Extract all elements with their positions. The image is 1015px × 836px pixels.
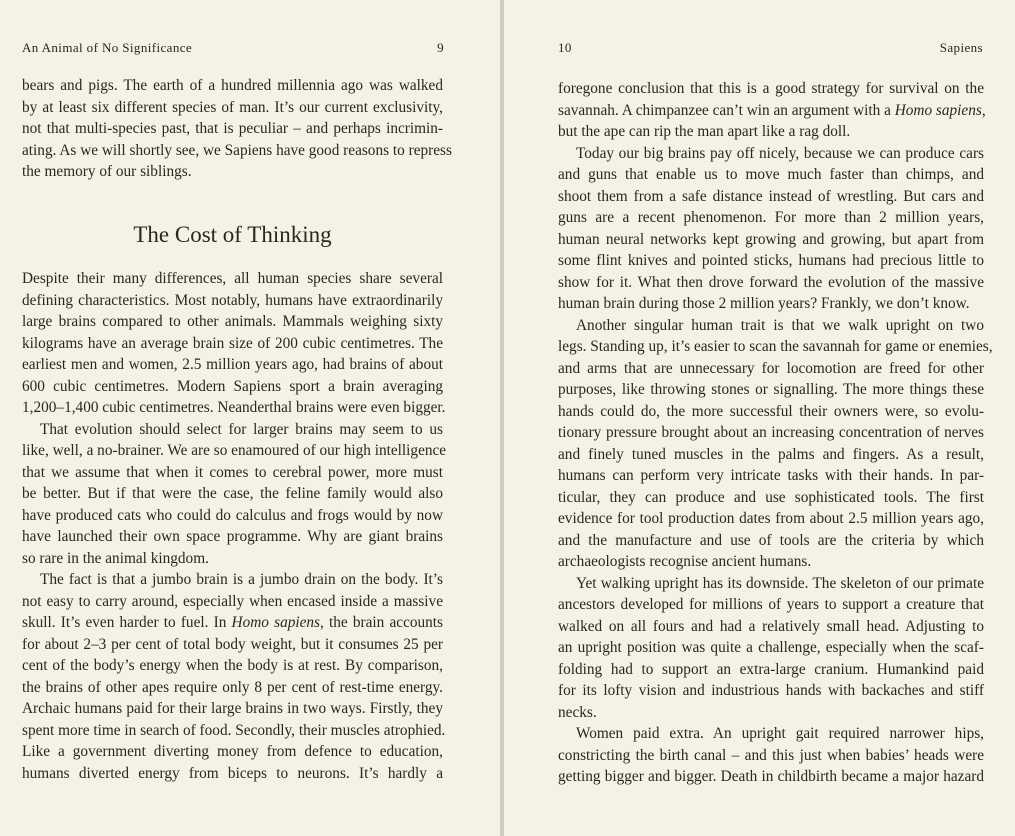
text-line: an upright position was quite a challenge, especially when the scaf-: [558, 639, 984, 656]
right-body-text: [558, 78, 993, 788]
text-line: for about 2–3 per cent of total body weight, but it consumes 25 per: [22, 635, 443, 653]
text-line: have launched their own space programme. Why are giant brains: [22, 528, 443, 545]
text-line: the brains of other apes require only 8 per cent of rest-time energy.: [22, 678, 443, 696]
text-line: large brains compared to other animals. Mammals weighing sixty: [22, 313, 443, 330]
text-line: 600 cubic centimetres. Modern Sapiens sport a brain averaging: [22, 377, 443, 395]
text-line: human brain during those 2 million years? Frankly, we don’t know.: [558, 295, 970, 312]
text-line: folding had to support an extra-large cranium. Humankind paid: [558, 660, 984, 678]
text-line: not easy to carry around, especially when encased inside a massive: [22, 592, 443, 610]
text-line: and guns that enable us to move much faster than chimps, and: [558, 166, 984, 183]
text-line: Women paid extra. An upright gait required narrower hips,: [576, 725, 984, 742]
text-line: Another singular human trait is that we walk upright on two: [576, 316, 984, 334]
text-line: cent of the body’s energy when the body is at rest. By comparison,: [22, 657, 443, 674]
text-line: by at least six different species of man. It’s our current exclusivity,: [22, 98, 443, 116]
text-line: spent more time in search of food. Secondly, their muscles atrophied.: [22, 721, 446, 739]
text-line: and the manufacture and use of tools are the criteria by which: [558, 531, 984, 549]
text-line: Today our big brains pay off nicely, because we can produce cars: [576, 144, 984, 162]
right-page: [504, 0, 1015, 836]
running-head-right: Sapiens: [939, 40, 983, 55]
text-line: Archaic humans paid for their large brains in two ways. Firstly, they: [22, 700, 443, 717]
opening-paragraph: [22, 75, 452, 183]
text-line: for its lofty vision and industrious hands with backaches and stiff: [558, 682, 984, 699]
text-line: purposes, like throwing stones or signalling. The more things these: [558, 381, 984, 398]
running-head-left: An Animal of No Significance: [22, 40, 193, 55]
text-line: but the ape can rip the man apart like a rag doll.: [558, 123, 851, 140]
text-line: foregone conclusion that this is a good strategy for survival on the: [558, 80, 984, 97]
text-line: show for it. What then drove forward the evolution of the massive: [558, 273, 984, 291]
text-line: necks.: [558, 703, 597, 721]
text-line: Like a government diverting money from defence to education,: [22, 743, 443, 760]
text-line: human neural networks kept growing and growing, but apart from: [558, 230, 984, 248]
page-number-right: 10: [558, 40, 572, 55]
right-page-header: [558, 40, 983, 58]
text-line: Yet walking upright has its downside. The skeleton of our primate: [576, 574, 984, 592]
text-line: walked on all fours and had a relatively small head. Adjusting to: [558, 617, 984, 635]
text-line: have produced cats who could do calculus and frogs would by now: [22, 506, 443, 524]
text-line: some flint knives and pointed sticks, humans had precious little to: [558, 252, 984, 269]
text-line: so rare in the animal kingdom.: [22, 549, 209, 567]
text-line: 1,200–1,400 cubic centimetres. Neanderthal brains were even bigger.: [22, 399, 446, 416]
page-number-left: 9: [437, 40, 444, 55]
text-line: constricting the birth canal – and this just when babies’ heads were: [558, 746, 984, 764]
text-line: ating. As we will shortly see, we Sapiens have good reasons to repress: [22, 141, 452, 159]
text-line: kilograms have an average brain size of 200 cubic centimetres. The: [22, 334, 443, 352]
text-line: savannah. A chimpanzee can’t win an argument with a Homo sapiens,: [558, 101, 986, 119]
text-line: earliest men and women, 2.5 million years ago, had brains of about: [22, 356, 443, 373]
text-line: defining characteristics. Most notably, humans have extraordinarily: [22, 291, 443, 309]
text-line: and arms that are unnecessary for locomotion are freed for other: [558, 359, 984, 377]
section-title: The Cost of Thinking: [133, 222, 332, 247]
text-line: humans can perform very intricate tasks with their hands. In par-: [558, 467, 984, 484]
text-line: Despite their many differences, all human species share several: [22, 270, 443, 287]
text-line: hands could do, the more successful their owners were, so evolu-: [558, 402, 984, 420]
text-line: that we assume that when it comes to cerebral power, more must: [22, 463, 443, 481]
text-line: not that multi-species past, that is peculiar – and perhaps incrimin-: [22, 120, 443, 137]
text-line: The fact is that a jumbo brain is a jumbo drain on the body. It’s: [40, 571, 443, 588]
text-line: getting bigger and bigger. Death in childbirth became a major hazard: [558, 768, 984, 785]
text-line: and finely tuned muscles in the palms and fingers. As a result,: [558, 445, 984, 463]
left-body-text: [22, 268, 447, 784]
text-line: the memory of our siblings.: [22, 163, 192, 180]
text-line: humans diverted energy from biceps to neurons. It’s hardly a: [22, 764, 443, 782]
text-line: evidence for tool production dates from about 2.5 million years ago,: [558, 510, 984, 527]
text-line: ticular, they can produce and use sophisticated tools. The first: [558, 488, 984, 506]
text-line: shoot them from a safe distance instead of wrestling. But cars and: [558, 187, 984, 205]
text-line: ancestors developed for millions of years to support a creature that: [558, 596, 984, 613]
left-page-header: [22, 40, 444, 58]
left-page: [0, 0, 500, 836]
text-line: That evolution should select for larger brains may seem to us: [40, 420, 443, 438]
text-line: tionary pressure brought about an increasing concentration of nerves: [558, 424, 984, 441]
text-line: skull. It’s even harder to fuel. In Homo sapiens, the brain accounts: [22, 614, 444, 631]
text-line: bears and pigs. The earth of a hundred millennia ago was walked: [22, 77, 443, 94]
text-line: like, well, a no-brainer. We are so enamoured of our high intelligence: [22, 442, 447, 459]
text-line: legs. Standing up, it’s easier to scan the savannah for game or enemies,: [558, 338, 993, 355]
text-line: be better. But if that were the case, the feline family would also: [22, 485, 443, 502]
text-line: guns are a recent phenomenon. For more than 2 million years,: [558, 209, 984, 226]
text-line: archaeologists recognise ancient humans.: [558, 553, 812, 570]
